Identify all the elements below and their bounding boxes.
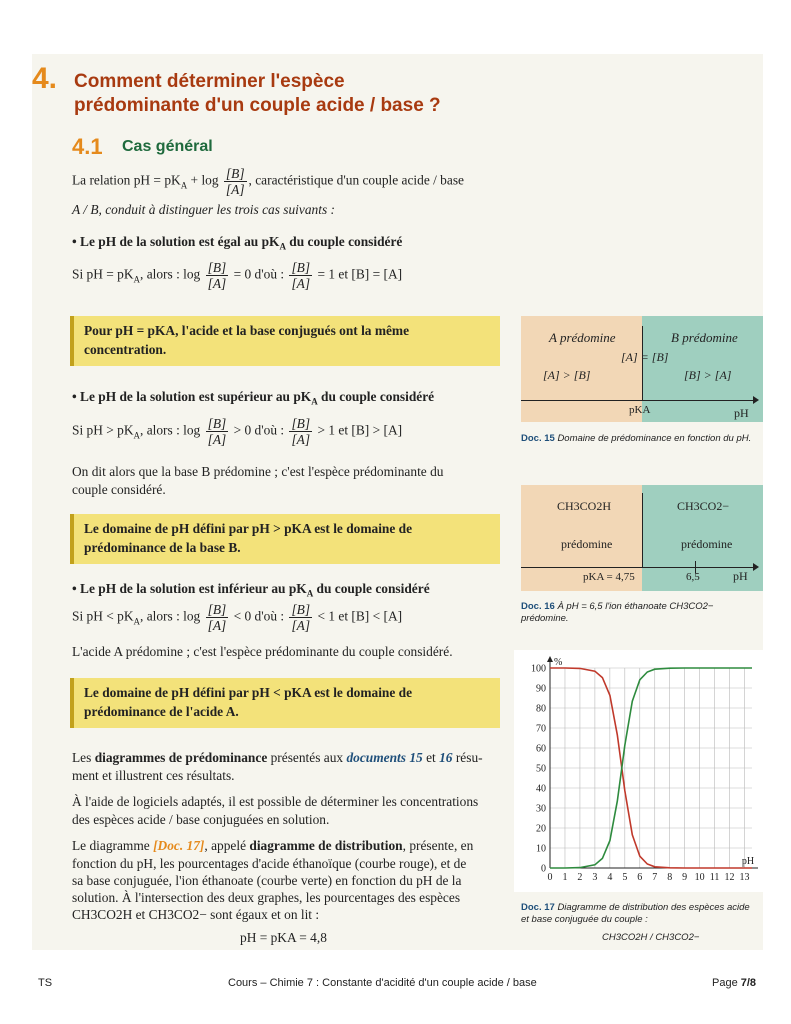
- case1-highlight-box: [70, 316, 500, 366]
- case2-box-line1: Le domaine de pH défini par pH > pKA est le domaine de: [84, 521, 413, 536]
- case2-highlight-box: [70, 514, 500, 564]
- y-tick-label: 60: [536, 743, 546, 755]
- x-tick-label: 11: [709, 872, 720, 883]
- x-tick-label: 5: [622, 872, 628, 883]
- case1-equation: Si pH = $pK_A$, alors : log $\frac{[B]}{[A]}$ = 0 d'où : $\frac{[B]}{[A]}$ = 1 et [B] = [A]: [72, 260, 403, 291]
- case3-paragraph: L'acide A prédomine ; c'est l'espèce prédominante du couple considéré.: [72, 644, 453, 659]
- section-title-line1: Comment déterminer l'espèce: [74, 71, 345, 92]
- doc15-pka-label: pKA: [629, 404, 651, 416]
- case3-highlight-box: [70, 678, 500, 728]
- y-tick-label: 10: [536, 843, 546, 855]
- doc16-ph-label: pH: [733, 569, 748, 583]
- case3-equation: Si pH < $pK_A$, alors : log $\frac{[B]}{[A]}$ < 0 d'où : $\frac{[B]}{[A]}$ < 1 et [B] < [A]: [72, 602, 403, 633]
- y-axis-label: %: [554, 657, 563, 668]
- y-tick-label: 80: [536, 703, 546, 715]
- textbook-page: [32, 54, 763, 950]
- closing-p3-line3: sa base conjuguée, l'ion éthanoate (courbe verte) en fonction du pH de la: [72, 873, 462, 888]
- section-title-line2: prédominante d'un couple acide / base ?: [74, 95, 441, 116]
- y-tick-label: 20: [536, 823, 546, 835]
- footer-center: Cours – Chimie 7 : Constante d'acidité d'un couple acide / base: [228, 977, 537, 989]
- chart-background: [514, 650, 763, 892]
- case1-box-line1: Pour pH = pKA, l'acide et la base conjugués ont la même: [84, 323, 410, 338]
- doc16-pka-label: pKA = 4,75: [583, 571, 635, 583]
- y-tick-label: 90: [536, 683, 546, 695]
- doc16-pka-line: [642, 493, 643, 567]
- doc17-caption-couple: CH3CO2H / CH3CO2−: [602, 932, 700, 943]
- x-tick-label: 3: [592, 872, 598, 883]
- doc15-equal-label: [A] = [B]: [621, 350, 669, 364]
- closing-p3-line4: solution. À l'intersection des deux graphes, les pourcentages des espèces: [72, 890, 461, 905]
- y-tick-label: 70: [536, 723, 546, 735]
- case1-box-line2: concentration.: [84, 342, 167, 357]
- closing-p1-line2: ment et illustrent ces résultats.: [72, 768, 235, 783]
- x-tick-label: 1: [562, 872, 568, 883]
- doc16-ph-value: 6,5: [686, 571, 700, 583]
- closing-p2-line1: À l'aide de logiciels adaptés, il est possible de déterminer les concentrations: [72, 794, 479, 809]
- closing-p3-line1: Le diagramme [Doc. 17], appelé diagramme de distribution, présente, en: [72, 838, 474, 853]
- x-tick-label: 8: [667, 872, 673, 883]
- doc16-caption: Doc. 16 À pH = 6,5 l'ion éthanoate CH3CO2− prédomine.: [521, 601, 714, 624]
- doc16-axis-arrow-icon: [753, 563, 759, 571]
- y-tick-label: 30: [536, 803, 546, 815]
- footer-left: TS: [38, 977, 53, 989]
- closing-p1-line1: Les diagrammes de prédominance présentés aux documents 15 et 16 résu-: [72, 750, 483, 765]
- footer-right: Page 7/8: [712, 977, 757, 989]
- case2-paragraph-line1: On dit alors que la base B prédomine ; c'est l'espèce prédominante du: [72, 464, 444, 479]
- case2-paragraph-line2: couple considéré.: [72, 482, 166, 497]
- doc15-caption: Doc. 15 Domaine de prédominance en fonction du pH.: [521, 433, 752, 444]
- x-tick-label: 7: [652, 872, 658, 883]
- intro-line2: A / B, conduit à distinguer les trois cas suivants :: [72, 202, 335, 217]
- case3-box-line1: Le domaine de pH défini par pH < pKA est le domaine de: [84, 685, 413, 700]
- x-tick-label: 13: [739, 872, 750, 883]
- subsection-number: 4.1: [72, 134, 103, 159]
- doc17-distribution-chart: [514, 650, 763, 892]
- doc16-right-label: prédomine: [681, 537, 733, 551]
- y-tick-label: 50: [536, 763, 546, 775]
- doc15-axis-arrow-icon: [753, 396, 759, 404]
- section-number: 4.: [32, 62, 58, 95]
- intro-line1: La relation pH = $pK_A + \log$ $\frac{[B]}{[A]}$ , caractéristique d'un couple acide / base: [72, 166, 464, 197]
- y-tick-label: 40: [536, 783, 546, 795]
- doc17-caption: Doc. 17 Diagramme de distribution des espèces acide et base conjuguée du couple :: [521, 902, 750, 925]
- closing-final-equation: pH = pKA = 4,8: [240, 930, 327, 945]
- case2-equation: Si pH > $pK_A$, alors : log $\frac{[B]}{[A]}$ > 0 d'où : $\frac{[B]}{[A]}$ > 1 et [B] > [A]: [72, 416, 403, 447]
- doc16-left-species: CH3CO2H: [557, 499, 612, 513]
- doc15-right-inequality: [B] > [A]: [684, 368, 732, 382]
- case3-box-line2: prédominance de l'acide A.: [84, 704, 239, 719]
- doc15-left-inequality: [A] > [B]: [543, 368, 591, 382]
- case2-heading: • Le pH de la solution est supérieur au $pK_A$ du couple considéré: [72, 389, 435, 407]
- subsection-title: Cas général: [122, 138, 213, 155]
- x-tick-label: 4: [607, 872, 613, 883]
- x-tick-label: 0: [547, 872, 553, 883]
- closing-p3-line2: fonction du pH, les pourcentages d'acide éthanoïque (courbe rouge), et de: [72, 856, 467, 871]
- doc15-diagram: [521, 316, 763, 422]
- y-tick-label: 100: [531, 663, 546, 675]
- y-tick-label: 0: [541, 863, 546, 875]
- x-tick-label: 9: [682, 872, 688, 883]
- doc16-left-label: prédomine: [561, 537, 613, 551]
- doc16-diagram: [521, 485, 763, 591]
- x-tick-label: 10: [694, 872, 705, 883]
- x-tick-label: 6: [637, 872, 643, 883]
- doc15-ph-label: pH: [734, 406, 749, 420]
- doc15-right-label: B prédomine: [671, 330, 738, 345]
- closing-p3-line5: CH3CO2H et CH3CO2− sont égaux et on lit :: [72, 907, 320, 922]
- case3-heading: • Le pH de la solution est inférieur au $pK_A$ du couple considéré: [72, 581, 430, 599]
- doc15-ph-axis: [521, 400, 757, 401]
- case1-heading: • Le pH de la solution est égal au $pK_A$ du couple considéré: [72, 234, 403, 252]
- x-tick-label: 12: [724, 872, 735, 883]
- x-axis-label: pH: [741, 856, 755, 867]
- doc16-right-species: CH3CO2−: [677, 499, 730, 513]
- x-tick-label: 2: [577, 872, 583, 883]
- doc16-ph-axis: [521, 567, 757, 568]
- closing-p2-line2: des espèces acide / base conjuguées en solution.: [72, 812, 330, 827]
- case2-box-line2: prédominance de la base B.: [84, 540, 241, 555]
- doc15-left-label: A prédomine: [549, 330, 616, 345]
